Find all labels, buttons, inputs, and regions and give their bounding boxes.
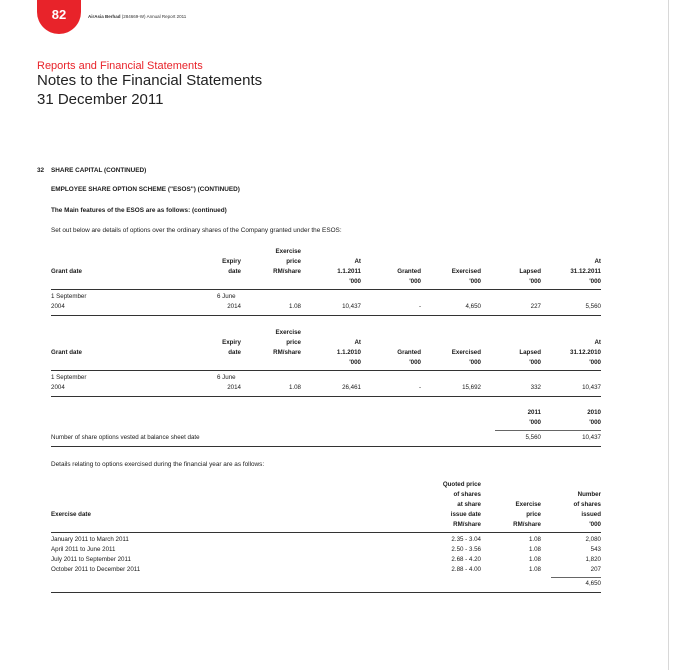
exercise-price: 1.08 [528,566,541,573]
col-price-2: price [286,339,301,346]
col-exercised-1: Exercised [451,268,481,275]
col-at-start-3: '000 [349,278,361,285]
report-name: Annual Report 2011 [146,14,187,19]
vested-value-2010: 10,437 [582,434,601,441]
col-exercised-2: '000 [469,359,481,366]
company-number: (284669-W) [121,14,146,19]
exercise-price: 1.08 [528,556,541,563]
col-at-start-2: 1.1.2010 [336,349,361,356]
lapsed-value: 227 [530,303,541,310]
page-number-badge [37,0,81,34]
col-quoted-1: Quoted price [442,481,481,488]
note-number: 32 [37,167,45,174]
vested-bottom-line [51,446,601,447]
at-end-value: 5,560 [585,303,601,310]
col-price-1: Exercise [275,248,301,255]
col-expiry-2: date [228,268,241,275]
shares-issued: 1,820 [585,556,601,563]
lapsed-value: 332 [530,384,541,391]
col-price-1: Exercise [515,501,541,508]
vested-year-2011: 2011 [527,409,541,416]
note-subheading: EMPLOYEE SHARE OPTION SCHEME ("ESOS") (CONTINUED) [51,186,240,193]
quoted-price: 2.50 - 3.56 [451,546,481,553]
grant-date-1: 1 September [51,374,87,381]
col-at-end-1: At [594,339,601,346]
exercised-bottom-line [51,592,601,593]
quoted-price: 2.88 - 4.00 [451,566,481,573]
quoted-price: 2.68 - 4.20 [451,556,481,563]
vested-year-2010: 2010 [587,409,601,416]
col-granted-2: '000 [409,278,421,285]
col-at-end-2: 31.12.2011 [570,268,601,275]
vested-value-2011: 5,560 [525,434,541,441]
col-exercise-date: Exercise date [51,511,91,518]
col-number-3: issued [581,511,601,518]
quoted-price: 2.35 - 3.04 [451,536,481,543]
col-lapsed-1: Lapsed [519,268,541,275]
col-price-2: price [526,511,541,518]
granted-value: - [418,303,421,310]
vested-label: Number of share options vested at balance sheet date [51,434,200,441]
col-price-1: Exercise [275,329,301,336]
col-price-2: price [286,258,301,265]
period: July 2011 to September 2011 [51,556,131,563]
exercise-price: 1.08 [288,303,301,310]
section-title: Reports and Financial Statements [37,60,203,72]
exercised-divider [51,532,601,533]
col-quoted-5: RM/share [453,521,481,528]
col-at-start-3: '000 [349,359,361,366]
period: April 2011 to June 2011 [51,546,116,553]
col-number-2: of shares [573,501,601,508]
vested-unit-2011: '000 [529,419,541,426]
col-lapsed-2: '000 [529,359,541,366]
col-grant-date: Grant date [51,268,82,275]
shares-issued-total: 4,650 [585,580,601,587]
col-at-end-3: '000 [589,278,601,285]
company-name: AirAsia Berhad [88,14,121,19]
at-start-value: 10,437 [342,303,361,310]
shares-issued: 543 [590,546,601,553]
period: October 2011 to December 2011 [51,566,141,573]
col-number-1: Number [577,491,601,498]
col-grant-date: Grant date [51,349,82,356]
col-at-start-1: At [354,339,361,346]
grant-date-2: 2004 [51,384,65,391]
table-divider [51,370,601,371]
features-heading: The Main features of the ESOS are as follows: (continued) [51,207,227,214]
col-exercised-2: '000 [469,278,481,285]
col-quoted-2: of shares [453,491,481,498]
page-edge [668,0,669,670]
notes-title: Notes to the Financial Statements [37,72,263,89]
col-quoted-4: issue date [450,511,481,518]
exercise-price: 1.08 [528,536,541,543]
vested-unit-2010: '000 [589,419,601,426]
col-at-end-2: 31.12.2010 [570,349,601,356]
expiry-date-1: 6 June [217,293,236,300]
at-start-value: 26,461 [342,384,361,391]
col-price-3: RM/share [513,521,541,528]
col-exercised-1: Exercised [451,349,481,356]
col-lapsed-1: Lapsed [519,349,541,356]
exercised-value: 15,692 [462,384,481,391]
col-expiry-1: Expiry [222,258,241,265]
table-bottom-line [51,396,601,397]
col-price-3: RM/share [273,268,301,275]
expiry-date-1: 6 June [217,374,236,381]
date-title: 31 December 2011 [37,91,164,108]
note-heading: SHARE CAPITAL (CONTINUED) [51,167,147,174]
col-granted-1: Granted [397,268,421,275]
col-expiry-2: date [228,349,241,356]
col-at-start-2: 1.1.2011 [337,268,361,275]
exercised-value: 4,650 [465,303,481,310]
total-top-line [551,577,601,578]
col-at-end-1: At [594,258,601,265]
shares-issued: 207 [590,566,601,573]
page-number: 82 [51,7,67,22]
shares-issued: 2,080 [585,536,601,543]
period: January 2011 to March 2011 [51,536,129,543]
at-end-value: 10,437 [582,384,601,391]
col-lapsed-2: '000 [529,278,541,285]
exercised-intro: Details relating to options exercised during the financial year are as follows: [51,461,265,468]
col-at-start-1: At [354,258,361,265]
expiry-date-2: 2014 [227,384,241,391]
table-divider [51,289,601,290]
col-quoted-3: at share [457,501,481,508]
col-price-3: RM/share [273,349,301,356]
col-at-end-3: '000 [589,359,601,366]
table-bottom-line [51,315,601,316]
grant-date-2: 2004 [51,303,65,310]
granted-value: - [418,384,421,391]
col-expiry-1: Expiry [222,339,241,346]
col-granted-2: '000 [409,359,421,366]
intro-text: Set out below are details of options over the ordinary shares of the Company granted under the ESOS: [51,227,342,234]
exercise-price: 1.08 [288,384,301,391]
grant-date-1: 1 September [51,293,87,300]
expiry-date-2: 2014 [227,303,241,310]
exercise-price: 1.08 [528,546,541,553]
vested-header-line [495,430,601,431]
col-number-4: '000 [589,521,601,528]
col-granted-1: Granted [397,349,421,356]
running-header [88,14,186,19]
